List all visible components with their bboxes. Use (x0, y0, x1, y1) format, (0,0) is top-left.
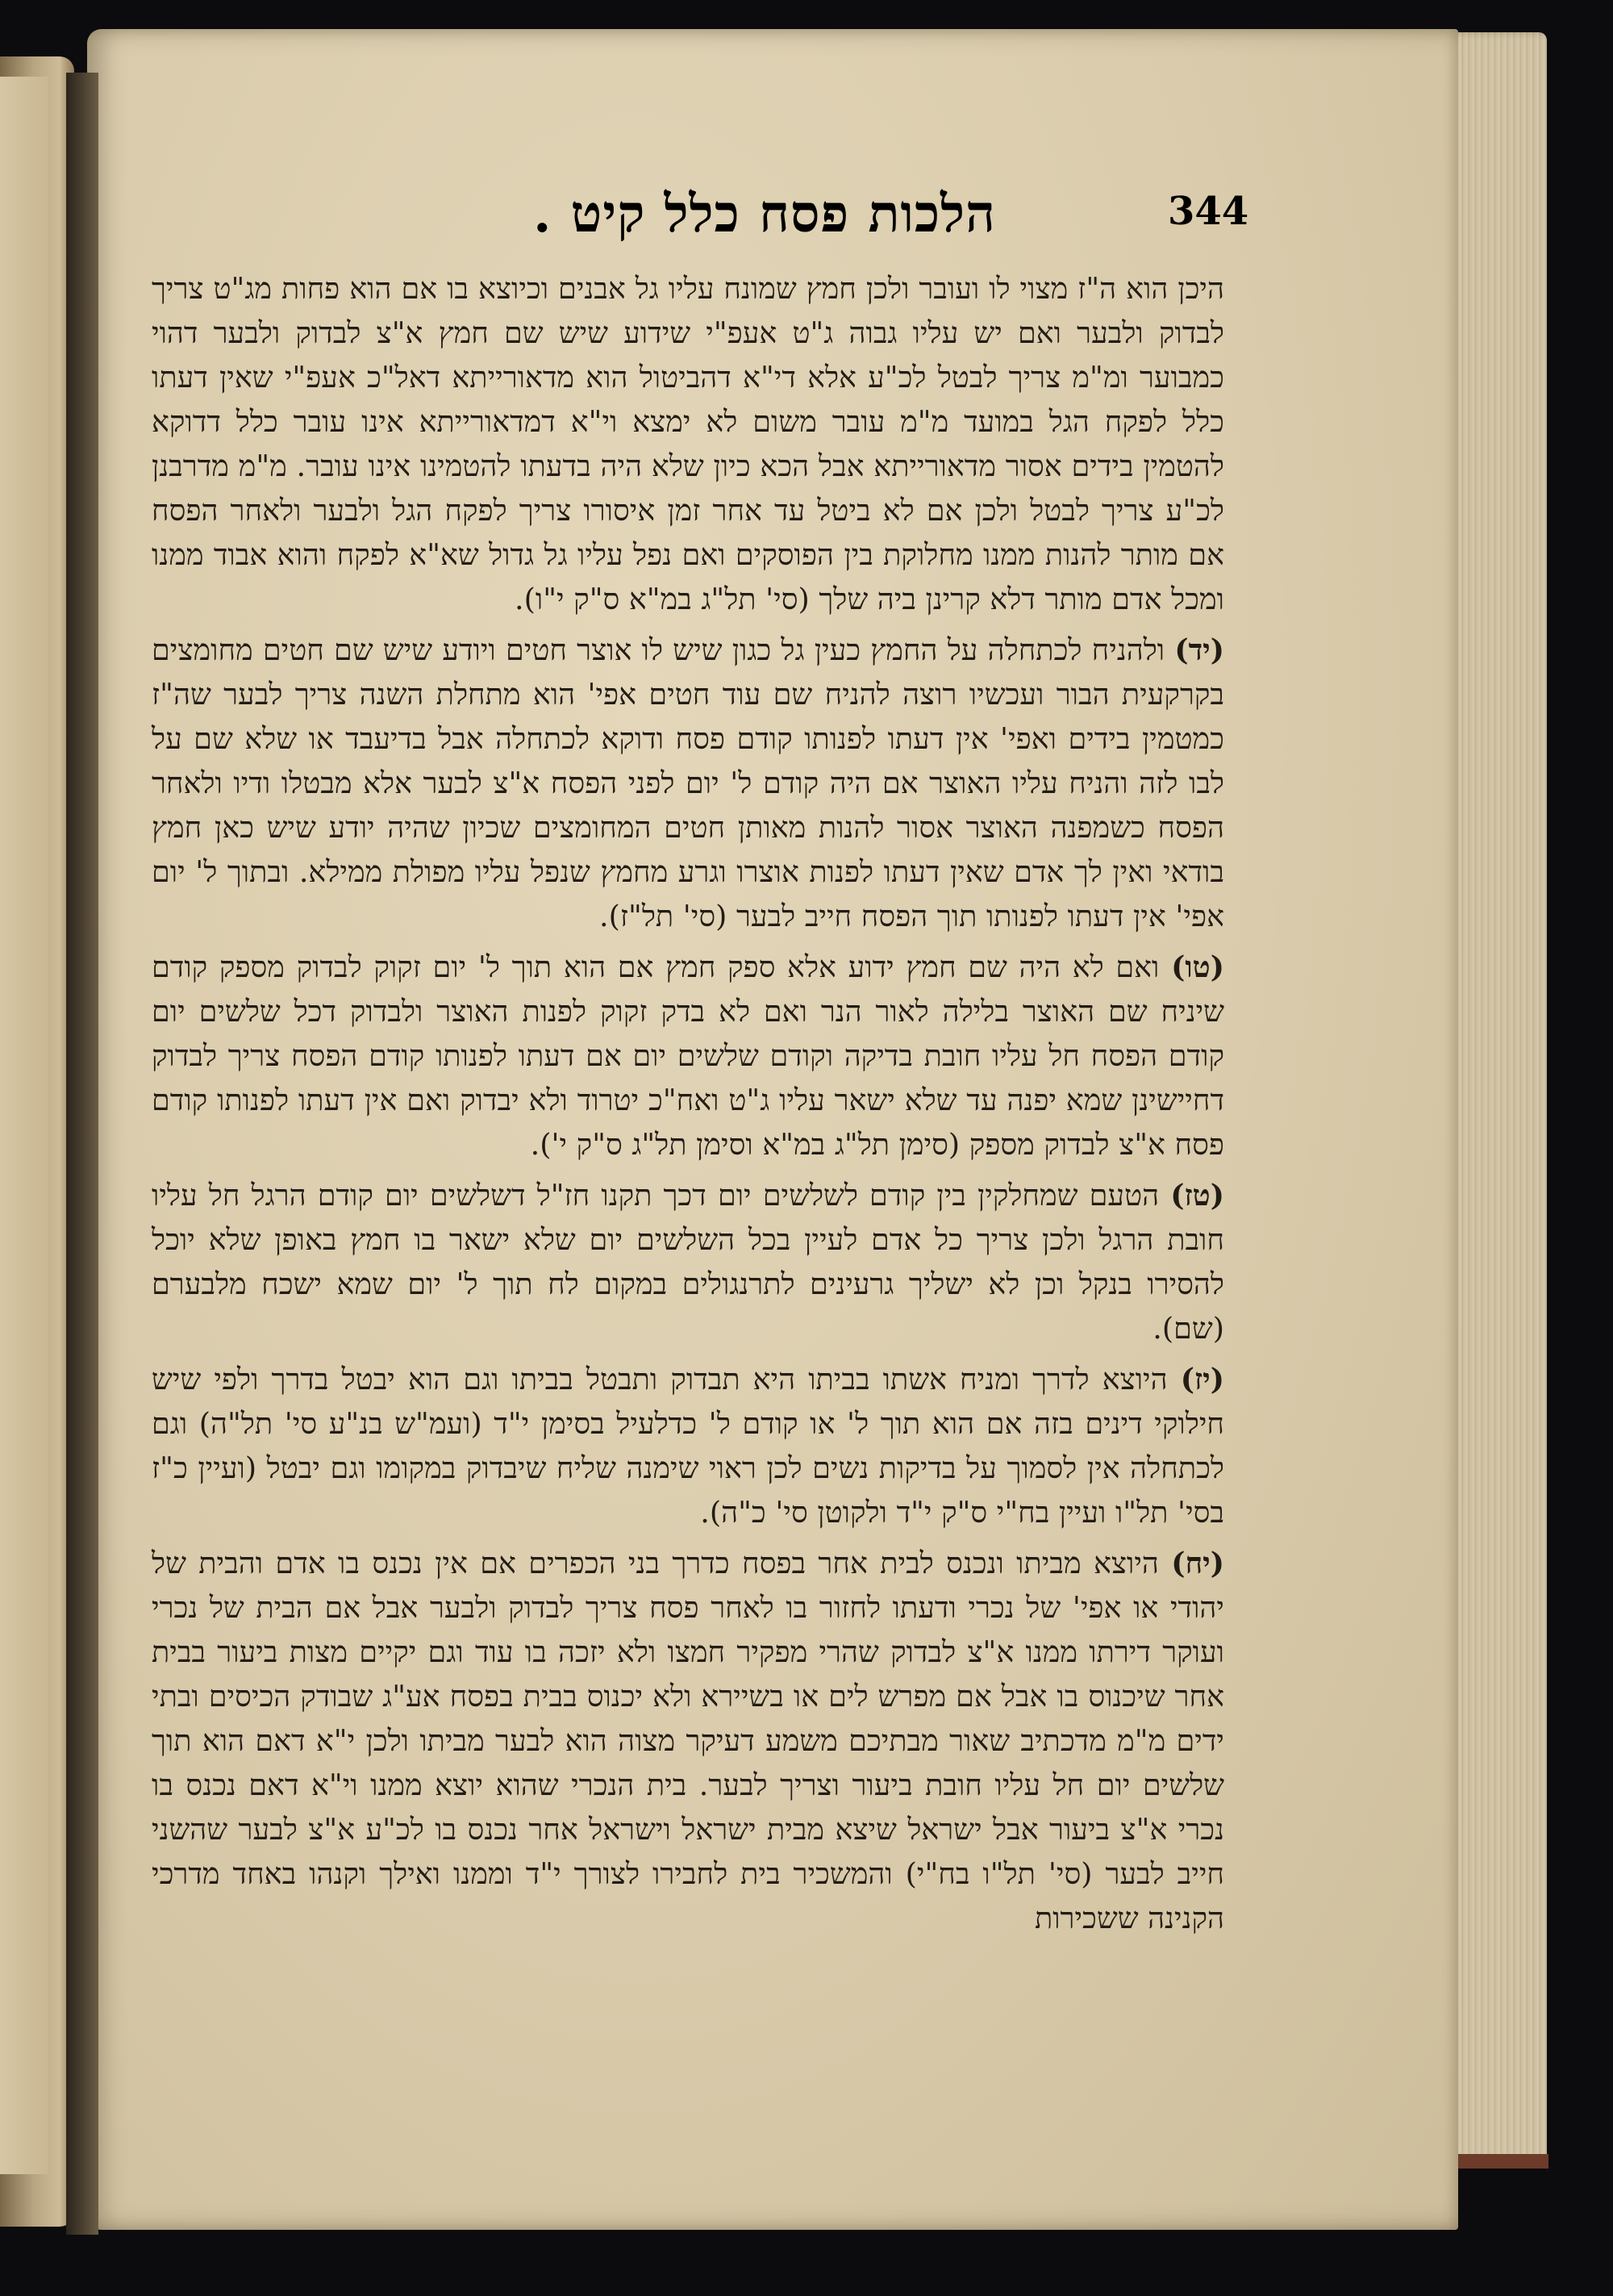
paragraph-15 (152, 945, 1224, 1167)
page-header (152, 184, 1249, 265)
left-page-inner (0, 77, 48, 2174)
paragraph-marker: (יח) (1171, 1546, 1225, 1580)
book-gutter (66, 73, 98, 2235)
paragraph-marker: (טו) (1171, 950, 1224, 984)
paragraph-text: היוצא לדרך ומניח אשתו בביתו היא תבדוק ותבטל בביתו וגם הוא יבטל בדרך ולפי שיש חילוקי דינים בזה אם הוא תוך ל' או קודם ל' כדלעיל בסימן י"ד (ועמ"ש בנ"ע סי' תל"ה) וגם לכתחלה אין לסמוך על בדיקות נשים לכן ראוי שימנה שליח שיבדוק במקומו וגם יבטל (ועיין כ"ז בסי' תל"ו ועיין בח"י ס"ק י"ד ולקוטן סי' כ"ה). (152, 1362, 1224, 1530)
paragraph-14 (152, 628, 1224, 938)
paragraph-text: הטעם שמחלקין בין קודם לשלשים יום דכך תקנו חז"ל דשלשים יום קודם הרגל חל עליו חובת הרגל ולכן צריך כל אדם לעיין בכל השלשים יום שלא ישאר בו חמץ באופן שלא יוכל להסירו בנקל וכן לא ישליך גרעינים לתרנגולים במקום לח תוך ל' יום שמא ישכח מלבערם (שם). (152, 1178, 1224, 1346)
paragraph-marker: (טז) (1170, 1178, 1224, 1213)
paragraph-continuation (152, 266, 1224, 621)
paragraph-marker: (יז) (1180, 1362, 1224, 1396)
page-number: 344 (1168, 189, 1249, 234)
paragraph-text: היוצא מביתו ונכנס לבית אחר בפסח כדרך בני הכפרים אם אין נכנס בו אדם והבית של יהודי או אפי' של נכרי ודעתו לחזור בו לאחר פסח צריך לבדוק ולבער אבל אם הבית של נכרי ועוקר דירתו ממנו א"צ לבדוק שהרי מפקיר חמצו ולא יזכה בו עוד וגם יקיים מצות ביעור בבית אחר שיכנוס בו אבל אם מפרש לים או בשיירא ולא יכנוס בבית בפסח אע"ג שבודק הכיסים ובתי ידים מ"מ מדכתיב שאור מבתיכם משמע דעיקר מצוה הוא לבער מביתו ולכן י"א דאם הוא תוך שלשים יום חל עליו חובת ביעור וצריך לבער. בית הנכרי שהוא יוצא ממנו וי"א דאם נכנס בו נכרי א"צ ביעור אבל ישראל שיצא מבית ישראל וישראל אחר נכנס בו לכ"ע א"צ לבער שהשני חייב לבער (סי' תל"ו בח"י) והמשכיר בית לחבירו לצורך י"ד וממנו ואילך וקנהו באחד מדרכי הקנינה ששכירות (152, 1546, 1224, 1935)
paragraph-17 (152, 1357, 1224, 1534)
paragraph-text: ולהניח לכתחלה על החמץ כעין גל כגון שיש לו אוצר חטים ויודע שיש שם חטים מחומצים בקרקעית הבור ועכשיו רוצה להניח שם עוד חטים אפי' הוא מתחלת השנה צריך לבער שה"ז כמטמין בידים ואפי' אין דעתו לפנותו קודם פסח ודוקא לכתחלה אבל בדיעבד או שלא שם על לבו לזה והניח עליו האוצר אם היה קודם ל' יום לפני הפסח א"צ לבער אלא מבטלו ודיו ולאחר הפסח כשמפנה האוצר אסור להנות מאותן חטים המחומצים שכיון שהיה יודע שיש כאן חמץ בודאי ואין לך אדם שאין דעתו לפנות אוצרו וגרע מחמץ שנפל עליו מפולת ממילא. ובתוך ל' יום אפי' אין דעתו לפנותו תוך הפסח חייב לבער (סי' תל"ז). (152, 632, 1224, 933)
paragraph-18 (152, 1541, 1224, 1940)
paragraph-text: ואם לא היה שם חמץ ידוע אלא ספק חמץ אם הוא תוך ל' יום זקוק לבדוק מספק קודם שיניח שם האוצר בלילה לאור הנר ואם לא בדק זקוק לפנות האוצר ולבדוק דכל שלשים יום קודם הפסח חל עליו חובת בדיקה וקודם שלשים יום אם דעתו לפנותו קודם הפסח צריך לבדוק דחיישינן שמא יפנה עד שלא ישאר עליו ג"ט ואח"כ יטרוד ולא יבדוק ואם אין דעתו לפנותו קודם פסח א"צ לבדוק מספק (סימן תל"ג במ"א וסימן תל"ג ס"ק י'). (152, 950, 1224, 1162)
paragraph-marker: (יד) (1174, 632, 1224, 667)
paragraph-text: היכן הוא ה"ז מצוי לו ועובר ולכן חמץ שמונח עליו גל אבנים וכיוצא בו אם הוא פחות מג"ט צריך לבדוק ולבער ואם יש עליו גבוה ג"ט אעפ"י שידוע שיש שם חמץ א"צ לבדוק ולבער דהוי כמבוער ומ"מ צריך לבטל לכ"ע אלא די"א דהביטול הוא מדאורייתא דאל"כ אעפ"י שאין דעתו כלל לפקח הגל במועד מ"מ עובר משום לא ימצא וי"א דמדאורייתא אינו עובר כלל דדוקא להטמין בידים אסור מדאורייתא אבל הכא כיון שלא היה בדעתו להטמינו אינו עובר. מ"מ מדרבנן לכ"ע צריך לבטל ולכן אם לא ביטל עד אחר זמן איסורו צריך לפקח הגל ולבער ולאחר הפסח אם מותר להנות ממנו מחלוקת בין הפוסקים ואם נפל עליו גל גדול שא"א לפקח והוא אבוד ממנו ומכל אדם מותר דלא קרינן ביה שלך (סי' תל"ג במ"א ס"ק י"ו). (152, 271, 1224, 616)
running-title: הלכות פסח כלל קיט . (533, 184, 996, 244)
main-text (152, 266, 1224, 1945)
paragraph-16 (152, 1173, 1224, 1350)
